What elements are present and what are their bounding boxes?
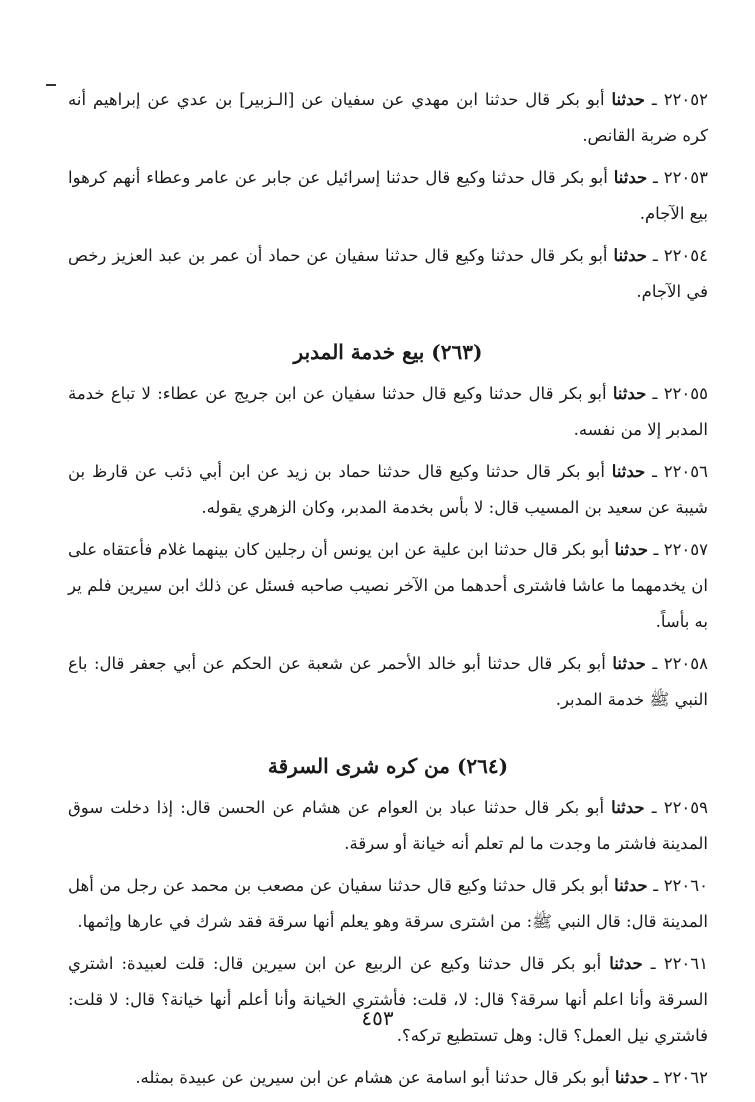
page-number: ٤٥٣ <box>361 1006 394 1030</box>
hadith-paragraph <box>68 532 708 640</box>
number-separator: ـ <box>644 798 664 817</box>
hadith-lead-word: حدثنا <box>611 90 645 109</box>
number-separator: ـ <box>647 876 664 895</box>
hadith-number: ٢٢٠٥٣ <box>663 168 709 187</box>
number-separator: ـ <box>648 540 664 559</box>
hadith-lead-word: حدثنا <box>614 1068 649 1087</box>
hadith-lead-word: حدثنا <box>611 798 645 817</box>
hadith-lead-word: حدثنا <box>613 246 647 265</box>
hadith-lead-word: حدثنا <box>609 954 643 973</box>
hadith-lead-word: حدثنا <box>611 462 646 481</box>
hadith-lead-word: حدثنا <box>612 654 646 673</box>
hadith-number: ٢٢٠٦٠ <box>663 876 708 895</box>
hadith-text: أبو بكر قال حدثنا وكيع قال حدثنا حماد بن زيد عن ابن أبي ذئب عن قارظ بن شيبة عن سعيد بن المسيب قال: لا بأس بخدمة المدبر، وكان الزهري يقوله. <box>68 462 708 517</box>
hadith-paragraph <box>68 238 708 310</box>
hadith-number: ٢٢٠٥٨ <box>663 654 709 673</box>
hadith-text: أبو بكر قال حدثنا عباد بن العوام عن هشام عن الحسن قال: إذا دخلت سوق المدينة فاشتر ما وجدت ما لم تعلم أنه خيانة أو سرقة. <box>68 798 708 853</box>
number-separator: ـ <box>645 462 664 481</box>
hadith-number: ٢٢٠٥٤ <box>663 246 709 265</box>
number-separator: ـ <box>644 90 664 109</box>
hadith-text: أبو بكر قال حدثنا أبو خالد الأحمر عن شعبة عن الحكم عن أبي جعفر قال: باع النبي ﷺ خدمة المدبر. <box>68 654 708 709</box>
number-separator: ـ <box>648 1068 664 1087</box>
hadith-number: ٢٢٠٥٦ <box>663 462 709 481</box>
hadith-number: ٢٢٠٥٢ <box>663 90 708 109</box>
hadith-number: ٢٢٠٦١ <box>663 954 709 973</box>
number-separator: ـ <box>645 654 664 673</box>
hadith-paragraph <box>68 1060 708 1096</box>
hadith-number: ٢٢٠٦٢ <box>663 1068 708 1087</box>
hadith-lead-word: حدثنا <box>612 384 647 403</box>
section-title: (٢٦٣) بيع خدمة المدبر <box>293 340 483 364</box>
hadith-text: أبو بكر قال حدثنا وكيع قال حدثنا سفيان عن حماد أن عمر بن عبد العزيز رخص في الآجام. <box>68 246 708 301</box>
hadith-text: أبو بكر قال حدثنا وكيع عن الربيع عن ابن سيرين قال: قلت لعبيدة: اشتري السرقة وأنا اعلم أنها سرقة؟ قال: لا، قلت: فأشتري الخيانة وأنا أعلم أنها خيانة؟ قال: لا قلت: فاشتري نيل العمل؟ قال: وهل تستطيع تركه؟. <box>68 954 708 1045</box>
page-body <box>68 82 708 1102</box>
hadith-paragraph <box>68 82 708 154</box>
number-separator: ـ <box>647 168 664 187</box>
hadith-lead-word: حدثنا <box>613 168 648 187</box>
margin-mark <box>46 84 56 86</box>
hadith-text: أبو بكر قال حدثنا وكيع قال حدثنا سفيان عن ابن جريج عن عطاء: لا تباع خدمة المدبر إلا من نفسه. <box>68 384 708 439</box>
hadith-number: ٢٢٠٥٥ <box>663 384 708 403</box>
number-separator: ـ <box>646 384 664 403</box>
section-title: (٢٦٤) من كره شرى السرقة <box>267 754 509 778</box>
hadith-number: ٢٢٠٥٩ <box>663 798 709 817</box>
hadith-lead-word: حدثنا <box>614 876 648 895</box>
hadith-number: ٢٢٠٥٧ <box>663 540 709 559</box>
hadith-paragraph <box>68 946 708 1054</box>
hadith-paragraph <box>68 160 708 232</box>
hadith-paragraph <box>68 790 708 862</box>
hadith-paragraph <box>68 646 708 718</box>
hadith-text: أبو بكر قال حدثنا وكيع قال حدثنا سفيان عن مصعب بن محمد عن رجل من أهل المدينة قال: قال النبي ﷺ: من اشترى سرقة وهو يعلم أنها سرقة فقد شرك في عارها وإثمها. <box>68 876 708 931</box>
hadith-paragraph <box>68 376 708 448</box>
hadith-lead-word: حدثنا <box>614 540 649 559</box>
hadith-text: أبو بكر قال حدثنا أبو اسامة عن هشام عن ابن سيرين عن عبيدة بمثله. <box>135 1068 610 1087</box>
hadith-paragraph <box>68 454 708 526</box>
number-separator: ـ <box>646 246 664 265</box>
hadith-paragraph <box>68 868 708 940</box>
hadith-text: أبو بكر قال حدثنا وكيع قال حدثنا إسرائيل عن جابر عن عامر وعطاء أنهم كرهوا بيع الآجام. <box>68 168 708 223</box>
hadith-text: أبو بكر قال حدثنا ابن مهدي عن سفيان عن [الـزبير] بن عدي عن إبراهيم أنه كره ضربة القانص. <box>68 90 708 145</box>
number-separator: ـ <box>642 954 664 973</box>
hadith-text: أبو بكر قال حدثنا ابن علية عن ابن يونس أن رجلين كان بينهما غلام فأعتقاه على ان يخدمهما ما عاشا فاشترى أحدهما من الآخر نصيب صاحبه فسئل عن ذلك ابن سيرين فلم ير به بأساً. <box>68 540 708 631</box>
